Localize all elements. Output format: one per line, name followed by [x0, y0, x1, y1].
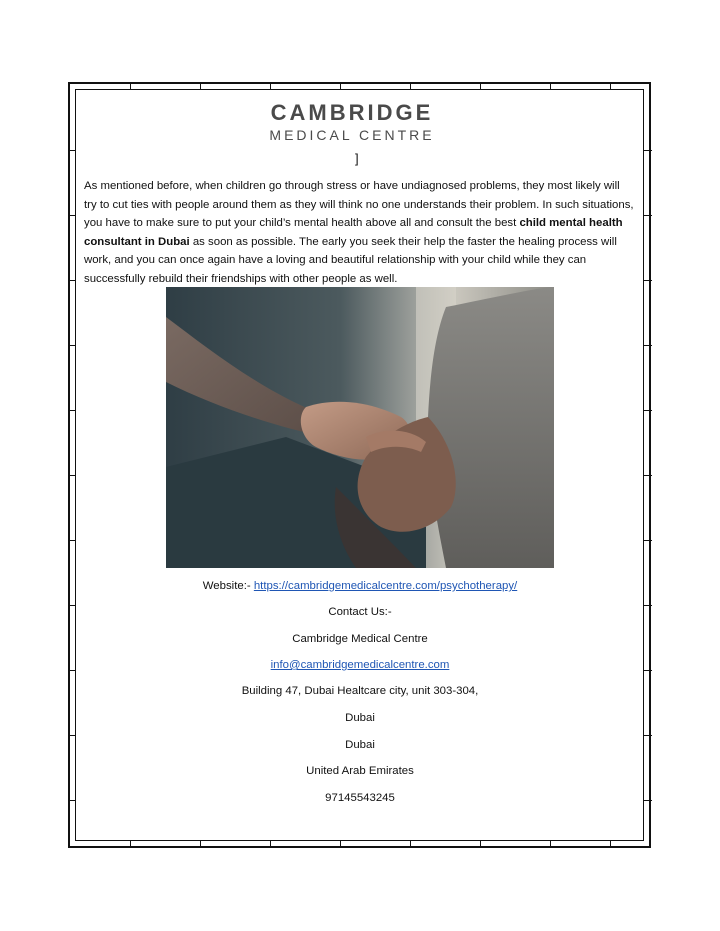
border-tick [68, 280, 76, 281]
border-tick [68, 150, 76, 151]
border-tick [68, 670, 76, 671]
border-tick [68, 540, 76, 541]
border-tick [644, 540, 652, 541]
border-tick [68, 605, 76, 606]
border-tick [480, 840, 481, 848]
border-tick [68, 410, 76, 411]
border-tick [644, 800, 652, 801]
border-tick [270, 840, 271, 848]
phone-line: 97145543245 [325, 792, 395, 804]
stray-bracket: ] [355, 151, 359, 166]
border-tick [270, 82, 271, 90]
border-tick [410, 840, 411, 848]
website-line [80, 580, 640, 592]
border-tick [200, 840, 201, 848]
border-tick [340, 82, 341, 90]
border-tick [644, 150, 652, 151]
address-line: Building 47, Dubai Healtcare city, unit 303-304, [241, 685, 479, 697]
border-tick [644, 280, 652, 281]
website-link[interactable]: https://cambridgemedicalcentre.com/psychotherapy/ [253, 580, 518, 592]
city-line-1: Dubai [345, 712, 375, 724]
border-tick [644, 735, 652, 736]
logo-sub-text: MEDICAL CENTRE [269, 127, 435, 143]
border-tick [68, 215, 76, 216]
border-tick [68, 475, 76, 476]
border-tick [200, 82, 201, 90]
email-link[interactable]: info@cambridgemedicalcentre.com [270, 659, 450, 671]
border-tick [644, 215, 652, 216]
border-tick [340, 840, 341, 848]
border-tick [644, 475, 652, 476]
article-paragraph [84, 177, 634, 289]
hands-photo [166, 287, 554, 568]
city-line-2: Dubai [345, 739, 375, 751]
website-label: Website:- [202, 580, 254, 592]
country-line: United Arab Emirates [306, 765, 414, 777]
border-tick [480, 82, 481, 90]
border-tick [644, 670, 652, 671]
hands-photo-illustration [166, 287, 554, 568]
company-name: Cambridge Medical Centre [292, 633, 428, 645]
border-tick [644, 345, 652, 346]
border-tick [68, 735, 76, 736]
cambridge-logo [264, 101, 440, 143]
border-tick [130, 82, 131, 90]
article-text-part1: As mentioned before, when children go through stress or have undiagnosed problems, they most likely will try to cut ties with people around them as they will think no one understands their problem. In such situations, you have to make sure to put your child’s mental health above all and consult the best [84, 180, 634, 230]
email-line [80, 659, 640, 671]
border-tick [610, 82, 611, 90]
border-tick [550, 840, 551, 848]
border-tick [610, 840, 611, 848]
contact-label: Contact Us:- [328, 606, 392, 618]
border-tick [130, 840, 131, 848]
border-tick [644, 605, 652, 606]
logo-main-text: CAMBRIDGE [270, 100, 434, 125]
border-tick [644, 410, 652, 411]
border-tick [68, 345, 76, 346]
article-text-part2: as soon as possible. The early you seek their help the faster the healing process will work, and you can once again have a loving and beautiful relationship with your child while they can successfully rebuild their friendships with other people as well. [84, 235, 617, 285]
border-tick [410, 82, 411, 90]
border-tick [68, 800, 76, 801]
border-tick [550, 82, 551, 90]
article-keyword-link: child mental health consultant in Dubai [84, 217, 623, 248]
